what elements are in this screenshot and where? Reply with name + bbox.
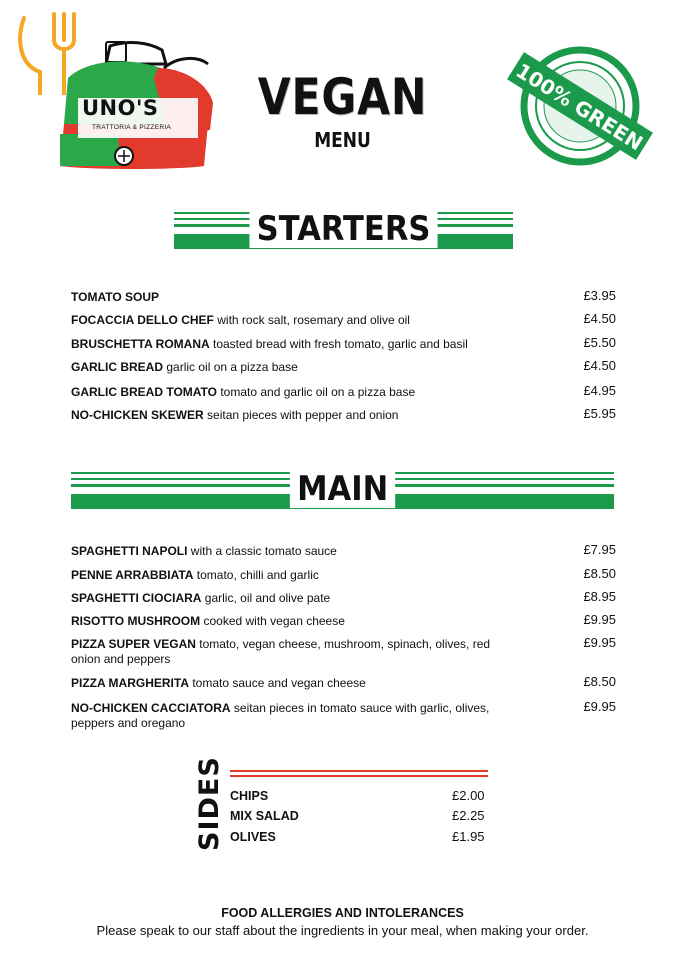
logo-subtitle: TRATTORIA & PIZZERIA — [92, 124, 172, 131]
allergy-footer — [0, 906, 685, 938]
item-price: £3.95 — [583, 288, 616, 303]
menu-item — [71, 544, 616, 559]
item-name: RISOTTO MUSHROOM — [71, 614, 201, 628]
side-item — [230, 789, 490, 803]
main-banner — [71, 469, 614, 509]
green-stamp-badge — [506, 38, 656, 168]
menu-item — [71, 385, 616, 400]
item-name: TOMATO SOUP — [71, 290, 160, 304]
menu-item — [71, 614, 616, 629]
item-description: seitan pieces with pepper and onion — [207, 408, 399, 422]
item-name: GARLIC BREAD TOMATO — [71, 385, 217, 399]
side-item-price: £2.25 — [452, 808, 485, 823]
item-price: £8.50 — [583, 674, 616, 689]
item-price: £4.95 — [583, 383, 616, 398]
menu-item — [71, 360, 616, 375]
item-price: £4.50 — [583, 358, 616, 373]
item-name: PENNE ARRABBIATA — [71, 568, 194, 582]
allergy-title: FOOD ALLERGIES AND INTOLERANCES — [221, 906, 464, 920]
side-item-name: OLIVES — [230, 830, 276, 844]
menu-item — [71, 591, 616, 606]
item-name: NO-CHICKEN SKEWER — [71, 408, 204, 422]
item-name: BRUSCHETTA ROMANA — [71, 337, 210, 351]
item-price: £8.95 — [583, 589, 616, 604]
logo-name: UNO'S — [82, 96, 159, 120]
item-description: tomato, chilli and garlic — [196, 568, 319, 582]
item-name: NO-CHICKEN CACCIATORA — [71, 701, 231, 715]
main-heading: MAIN — [290, 470, 396, 508]
menu-item — [71, 568, 616, 583]
item-description: with a classic tomato sauce — [190, 544, 337, 558]
item-description: with rock salt, rosemary and olive oil — [217, 313, 410, 327]
item-price: £9.95 — [583, 699, 616, 714]
side-item-price: £2.00 — [452, 788, 485, 803]
item-price: £5.50 — [583, 335, 616, 350]
side-item — [230, 809, 490, 823]
item-description: garlic oil on a pizza base — [166, 360, 298, 374]
menu-item — [71, 313, 616, 328]
menu-item — [71, 408, 616, 423]
menu-item — [71, 337, 616, 352]
item-price: £4.50 — [583, 311, 616, 326]
item-name: PIZZA SUPER VEGAN — [71, 637, 196, 651]
menu-item — [71, 676, 616, 691]
item-price: £8.50 — [583, 566, 616, 581]
starters-heading: STARTERS — [249, 210, 437, 248]
side-item-name: CHIPS — [230, 789, 269, 803]
side-item-name: MIX SALAD — [230, 809, 299, 823]
item-description: tomato and garlic oil on a pizza base — [220, 385, 416, 399]
item-name: SPAGHETTI CIOCIARA — [71, 591, 202, 605]
item-name: FOCACCIA DELLO CHEF — [71, 313, 214, 327]
starters-banner — [174, 209, 513, 249]
page-subtitle: MENU — [314, 128, 371, 152]
item-description: toasted bread with fresh tomato, garlic and basil — [213, 337, 468, 351]
item-price: £9.95 — [583, 612, 616, 627]
item-price: £9.95 — [583, 635, 616, 650]
item-description: tomato sauce and vegan cheese — [192, 676, 366, 690]
side-item — [230, 830, 490, 844]
menu-item — [71, 701, 616, 731]
side-item-price: £1.95 — [452, 829, 485, 844]
item-description: cooked with vegan cheese — [203, 614, 345, 628]
allergy-note: Please speak to our staff about the ingredients in your meal, when making your order. — [96, 923, 589, 938]
item-price: £5.95 — [583, 406, 616, 421]
item-name: SPAGHETTI NAPOLI — [71, 544, 188, 558]
badge-text: 100% GREEN — [511, 58, 648, 156]
menu-item — [71, 637, 616, 667]
item-name: PIZZA MARGHERITA — [71, 676, 189, 690]
item-name: GARLIC BREAD — [71, 360, 163, 374]
item-description: tomato, vegan cheese, mushroom, spinach, olives, red onion and peppers — [71, 637, 491, 666]
item-price: £7.95 — [583, 542, 616, 557]
sides-heading: SIDES — [194, 756, 225, 851]
page-title: VEGAN — [257, 68, 428, 126]
item-description: seitan pieces in tomato sauce with garlic, olives, peppers and oregano — [71, 701, 490, 730]
menu-item — [71, 290, 616, 305]
item-description: garlic, oil and olive pate — [204, 591, 331, 605]
